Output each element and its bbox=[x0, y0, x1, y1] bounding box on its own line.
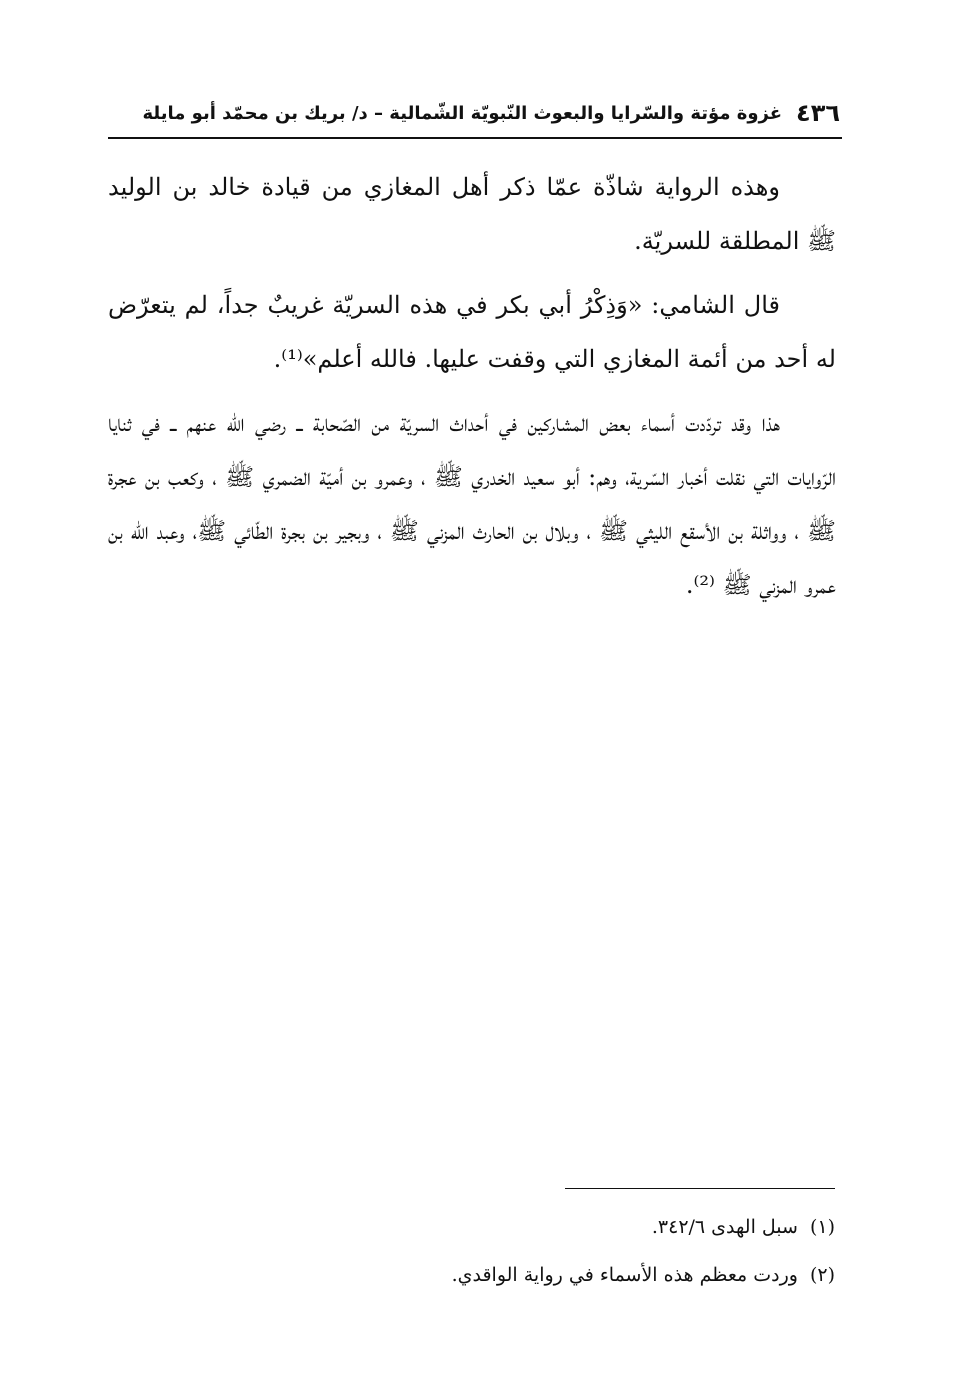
footnote-1 bbox=[300, 1203, 835, 1251]
page-header bbox=[142, 96, 840, 130]
page-number: ٤٣٦ bbox=[796, 99, 840, 127]
paragraph-2: قال الشامي: «وَذِكْرُ أبي بكر في هذه السريّة غريبٌ جداً، لم يتعرّض له أحد من أئمة المغازي التي وقفت عليها. فالله أعلم»⁽¹⁾. bbox=[108, 291, 836, 373]
paragraph-3: هذا وقد تردّدت أسماء بعض المشاركين في أحداث السريّة من الصّحابة ــ رضي اللّه عنهم ــ في ثنايا الرّوايات التي نقلت أخبار السّرية، وهم: أبو سعيد الخدري ﷺ ، وعمرو بن أميّة الضمري ﷺ ، وكعب بن عجرة ﷺ ، وواثلة بن الأسقع الليثي ﷺ ، وبلال بن الحارث المزني ﷺ ، وبجير بن بجرة الطّائي ﷺ، وعبد اللّه بن عمرو المزني ﷺ ⁽²⁾. bbox=[108, 409, 836, 599]
footnotes bbox=[300, 1203, 835, 1299]
footnote-text: سبل الهدى ٣٤٢/٦. bbox=[651, 1216, 798, 1238]
footnote-divider bbox=[565, 1188, 835, 1189]
running-title: غزوة مؤتة والسّرايا والبعوث النّبويّة الشّمالية – د/ بريك بن محمّد أبو مايلة bbox=[142, 102, 783, 124]
main-text bbox=[108, 160, 836, 622]
footnote-text: وردت معظم هذه الأسماء في رواية الواقدي. bbox=[451, 1264, 798, 1286]
footnote-marker: (١) bbox=[809, 1216, 835, 1238]
header-divider bbox=[108, 137, 842, 139]
footnote-2 bbox=[300, 1251, 835, 1299]
footnote-marker: (٢) bbox=[809, 1264, 835, 1286]
paragraph-1: وهذه الرواية شاذّة عمّا ذكر أهل المغازي من قيادة خالد بن الوليد ﷺ المطلقة للسريّة. bbox=[108, 173, 836, 255]
